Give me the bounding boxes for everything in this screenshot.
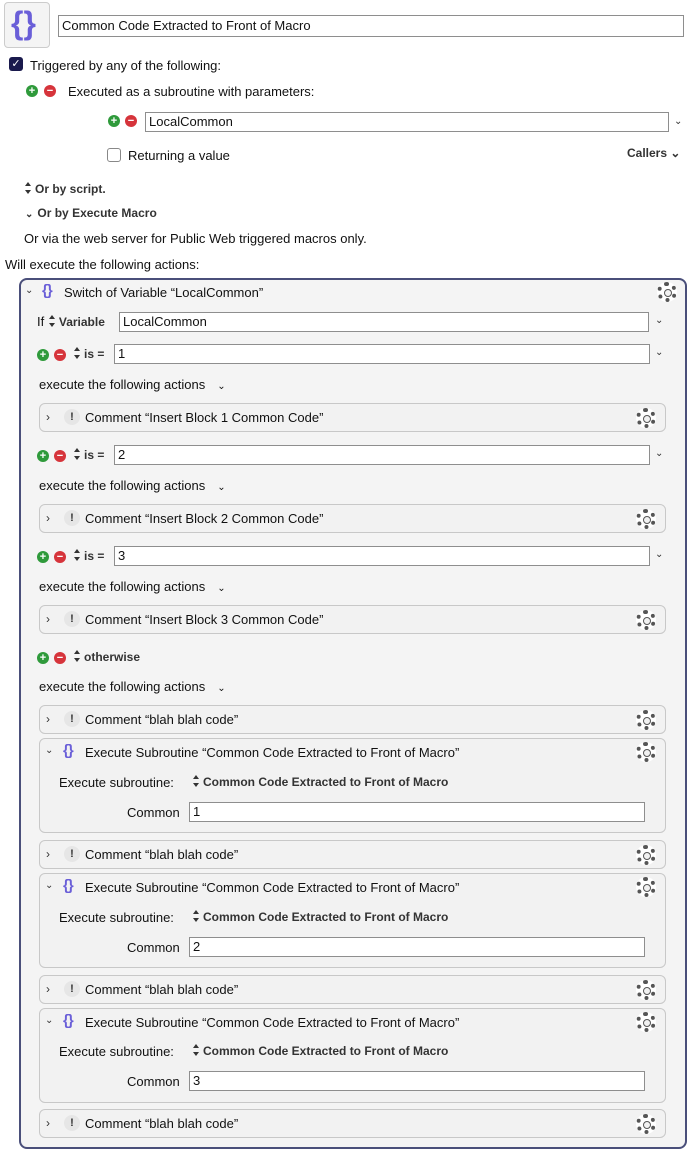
web-server-note: Or via the web server for Public Web triggered macros only. (24, 231, 367, 246)
comment-gear-icon[interactable] (636, 710, 656, 730)
comment-gear-icon[interactable] (636, 408, 656, 428)
expand-icon[interactable]: › (46, 1116, 50, 1130)
comment-icon: ! (64, 1115, 80, 1131)
expand-icon[interactable]: › (46, 511, 50, 525)
triggers-header: Triggered by any of the following: (30, 58, 222, 73)
updown-icon (73, 650, 81, 662)
expand-icon[interactable]: › (46, 612, 50, 626)
subroutine-braces-icon: {} (63, 1012, 73, 1029)
comment-title: Comment “blah blah code” (85, 847, 239, 862)
comment-gear-icon[interactable] (636, 980, 656, 1000)
or-by-script-toggle[interactable]: Or by script. (24, 182, 106, 196)
common-param-input[interactable]: 1 (189, 802, 645, 822)
param-label: Common (127, 805, 180, 820)
comment-icon: ! (64, 510, 80, 526)
add-trigger-icon[interactable]: + (26, 85, 38, 97)
common-param-input[interactable]: 3 (189, 1071, 645, 1091)
exec-sub-title: Execute Subroutine “Common Code Extracted to Front of Macro” (85, 880, 460, 895)
variable-dropdown-icon[interactable]: ⌄ (655, 315, 664, 326)
comment-title: Comment “blah blah code” (85, 1116, 239, 1131)
switch-collapse-icon[interactable]: ⌄ (25, 285, 34, 296)
comment-gear-icon[interactable] (636, 509, 656, 529)
expand-icon[interactable]: › (46, 982, 50, 996)
remove-trigger-icon[interactable]: − (44, 85, 56, 97)
exec-sub-target[interactable]: Common Code Extracted to Front of Macro (192, 775, 448, 789)
macro-icon[interactable] (4, 2, 50, 48)
callers-button[interactable]: Callers ⌄ (627, 146, 681, 160)
comment-icon: ! (64, 409, 80, 425)
or-by-execute-toggle[interactable]: ⌄ Or by Execute Macro (25, 206, 157, 220)
comment-icon: ! (64, 711, 80, 727)
case-exec-label: execute the following actions ⌄ (39, 579, 226, 594)
exec-sub-label: Execute subroutine: (59, 1044, 174, 1059)
exec-sub-gear-icon[interactable] (636, 1012, 656, 1032)
case-dropdown-icon[interactable]: ⌄ (655, 448, 664, 459)
subroutine-braces-icon: {} (63, 877, 73, 894)
updown-icon[interactable] (48, 315, 56, 327)
returning-value-label: Returning a value (128, 148, 230, 163)
case-exec-label: execute the following actions ⌄ (39, 377, 226, 392)
remove-case-icon[interactable]: − (54, 551, 66, 563)
case-value-input[interactable]: 2 (114, 445, 650, 465)
updown-icon (192, 910, 200, 922)
variable-input[interactable]: LocalCommon (119, 312, 649, 332)
exec-sub-target[interactable]: Common Code Extracted to Front of Macro (192, 910, 448, 924)
exec-sub-label: Execute subroutine: (59, 775, 174, 790)
exec-sub-title: Execute Subroutine “Common Code Extracted to Front of Macro” (85, 1015, 460, 1030)
triggered-checkbox[interactable]: ✓ (9, 57, 23, 71)
otherwise-label[interactable]: otherwise (73, 650, 140, 664)
param-name-input[interactable]: LocalCommon (145, 112, 669, 132)
switch-braces-icon: {} (42, 282, 52, 299)
switch-gear-icon[interactable] (657, 282, 677, 302)
updown-icon (73, 549, 81, 561)
exec-sub-title: Execute Subroutine “Common Code Extracted to Front of Macro” (85, 745, 460, 760)
remove-case-icon[interactable]: − (54, 349, 66, 361)
exec-sub-gear-icon[interactable] (636, 742, 656, 762)
chevron-down-icon: ⌄ (25, 209, 34, 220)
comment-gear-icon[interactable] (636, 845, 656, 865)
expand-icon[interactable]: › (46, 847, 50, 861)
remove-case-icon[interactable]: − (54, 652, 66, 664)
case-value-input[interactable]: 1 (114, 344, 650, 364)
param-dropdown-icon[interactable]: ⌄ (674, 116, 683, 127)
comment-title: Comment “blah blah code” (85, 712, 239, 727)
comment-icon: ! (64, 981, 80, 997)
macro-name-input[interactable]: Common Code Extracted to Front of Macro (58, 15, 684, 37)
case-exec-label: execute the following actions ⌄ (39, 478, 226, 493)
case-dropdown-icon[interactable]: ⌄ (655, 347, 664, 358)
add-param-icon[interactable]: + (108, 115, 120, 127)
param-label: Common (127, 1074, 180, 1089)
param-label: Common (127, 940, 180, 955)
case-is-label[interactable]: is = (73, 448, 104, 462)
case-is-label[interactable]: is = (73, 549, 104, 563)
comment-title: Comment “Insert Block 3 Common Code” (85, 612, 324, 627)
expand-icon[interactable]: › (46, 410, 50, 424)
braces-icon: {} (11, 5, 36, 41)
comment-gear-icon[interactable] (636, 1114, 656, 1134)
add-case-icon[interactable]: + (37, 551, 49, 563)
updown-icon (192, 775, 200, 787)
updown-icon (192, 1044, 200, 1056)
updown-icon (73, 347, 81, 359)
remove-case-icon[interactable]: − (54, 450, 66, 462)
expand-icon[interactable]: › (46, 712, 50, 726)
case-is-label[interactable]: is = (73, 347, 104, 361)
updown-icon (73, 448, 81, 460)
actions-header: Will execute the following actions: (5, 257, 200, 272)
if-label: If Variable (37, 314, 105, 329)
comment-icon: ! (64, 611, 80, 627)
add-case-icon[interactable]: + (37, 349, 49, 361)
switch-title: Switch of Variable “LocalCommon” (64, 285, 264, 300)
comment-title: Comment “blah blah code” (85, 982, 239, 997)
case-dropdown-icon[interactable]: ⌄ (655, 549, 664, 560)
comment-gear-icon[interactable] (636, 610, 656, 630)
comment-icon: ! (64, 846, 80, 862)
add-case-icon[interactable]: + (37, 652, 49, 664)
subroutine-trigger-label: Executed as a subroutine with parameters: (68, 84, 315, 99)
comment-title: Comment “Insert Block 1 Common Code” (85, 410, 324, 425)
common-param-input[interactable]: 2 (189, 937, 645, 957)
otherwise-exec-label: execute the following actions ⌄ (39, 679, 226, 694)
returning-value-checkbox[interactable] (107, 148, 121, 162)
collapse-icon[interactable]: ⌄ (45, 880, 54, 891)
subroutine-braces-icon: {} (63, 742, 73, 759)
exec-sub-label: Execute subroutine: (59, 910, 174, 925)
collapse-icon[interactable]: ⌄ (45, 1015, 54, 1026)
exec-sub-target[interactable]: Common Code Extracted to Front of Macro (192, 1044, 448, 1058)
updown-icon (24, 182, 32, 194)
collapse-icon[interactable]: ⌄ (45, 745, 54, 756)
remove-param-icon[interactable]: − (125, 115, 137, 127)
comment-title: Comment “Insert Block 2 Common Code” (85, 511, 324, 526)
add-case-icon[interactable]: + (37, 450, 49, 462)
case-value-input[interactable]: 3 (114, 546, 650, 566)
exec-sub-gear-icon[interactable] (636, 877, 656, 897)
